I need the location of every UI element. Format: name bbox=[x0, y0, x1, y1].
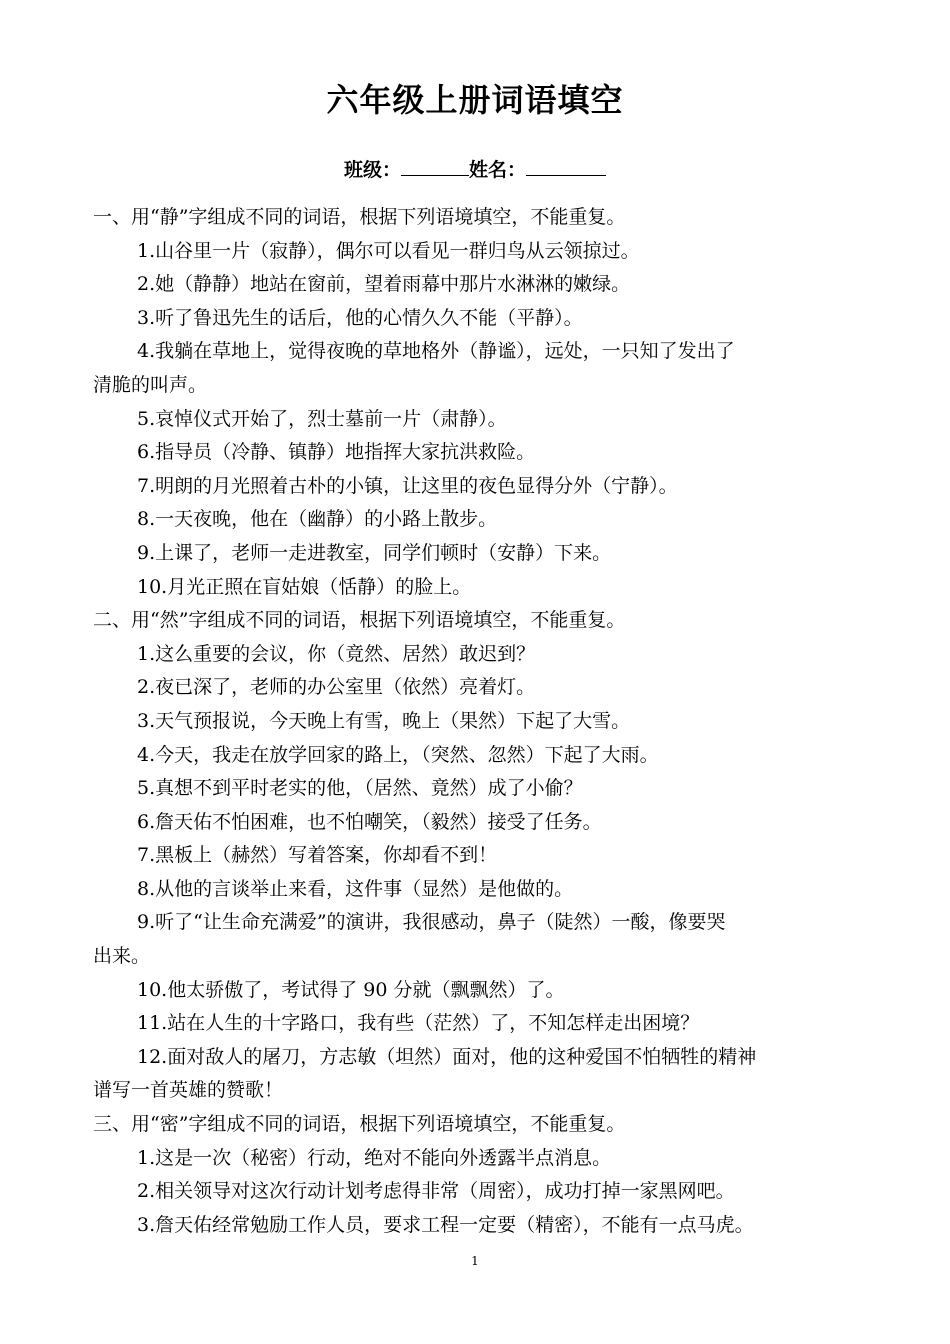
student-info bbox=[0, 155, 950, 185]
section-heading: 一、用“静”字组成不同的词语，根据下列语境填空，不能重复。 bbox=[93, 206, 626, 228]
question-item: 5.真想不到平时老实的他，（居然、竟然）成了小偷？ bbox=[137, 777, 583, 800]
question-item: 1.山谷里一片（寂静），偶尔可以看见一群归鸟从云领掠过。 bbox=[137, 239, 640, 262]
question-continuation: 出来。 bbox=[93, 945, 151, 968]
class-label: 班级： bbox=[343, 159, 401, 181]
question-item: 4.我躺在草地上，觉得夜晚的草地格外（静谧），远处，一只知了发出了 bbox=[137, 340, 735, 363]
question-item: 7.明朗的月光照着古朴的小镇，让这里的夜色显得分外（宁静）。 bbox=[137, 474, 678, 497]
section-heading: 三、用“密”字组成不同的词语，根据下列语境填空，不能重复。 bbox=[93, 1113, 626, 1136]
page-number: 1 bbox=[471, 1254, 479, 1268]
question-item: 8.一天夜晚，他在（幽静）的小路上散步。 bbox=[137, 508, 498, 531]
question-item: 10.他太骄傲了，考试得了 90 分就（飘飘然）了。 bbox=[137, 978, 565, 1001]
section-heading: 二、用“然”字组成不同的词语，根据下列语境填空，不能重复。 bbox=[93, 609, 626, 632]
question-item: 3.听了鲁迅先生的话后，他的心情久久不能（平静）。 bbox=[137, 306, 583, 329]
worksheet-body bbox=[93, 201, 863, 1242]
question-item: 11.站在人生的十字路口，我有些（茫然）了，不知怎样走出困境？ bbox=[137, 1012, 700, 1035]
question-continuation: 谱写一首英雄的赞歌！ bbox=[93, 1079, 284, 1102]
question-item: 2.相关领导对这次行动计划考虑得非常（周密），成功打掉一家黑网吧。 bbox=[137, 1180, 735, 1203]
question-item: 1.这么重要的会议，你（竟然、居然）敢迟到？ bbox=[137, 642, 536, 665]
question-item: 7.黑板上（赫然）写着答案，你却看不到！ bbox=[137, 844, 498, 867]
question-continuation: 清脆的叫声。 bbox=[93, 373, 208, 396]
question-item: 10.月光正照在盲姑娘（恬静）的脸上。 bbox=[137, 575, 472, 598]
question-item: 5.哀悼仪式开始了，烈士墓前一片（肃静）。 bbox=[137, 407, 507, 430]
question-item: 8.从他的言谈举止来看，这件事（显然）是他做的。 bbox=[137, 877, 574, 900]
question-item: 6.詹天佑不怕困难，也不怕嘲笑，（毅然）接受了任务。 bbox=[137, 810, 602, 833]
question-item: 9.听了“让生命充满爱”的演讲，我很感动，鼻子（陡然）一酸，像要哭 bbox=[137, 911, 726, 934]
question-item: 6.指导员（冷静、镇静）地指挥大家抗洪救险。 bbox=[137, 441, 536, 464]
class-blank bbox=[401, 155, 469, 176]
question-item: 12.面对敌人的屠刀，方志敏（坦然）面对，他的这种爱国不怕牺牲的精神 bbox=[137, 1045, 757, 1068]
question-item: 9.上课了，老师一走进教室，同学们顿时（安静）下来。 bbox=[137, 541, 612, 564]
question-item: 2.夜已深了，老师的办公室里（依然）亮着灯。 bbox=[137, 676, 536, 699]
page-title: 六年级上册词语填空 bbox=[326, 81, 624, 119]
name-blank bbox=[526, 155, 606, 176]
question-item: 4.今天，我走在放学回家的路上，（突然、忽然）下起了大雨。 bbox=[137, 743, 659, 766]
question-item: 3.詹天佑经常勉励工作人员，要求工程一定要（精密），不能有一点马虎。 bbox=[137, 1213, 754, 1236]
question-item: 2.她（静静）地站在窗前，望着雨幕中那片水淋淋的嫩绿。 bbox=[137, 273, 631, 296]
question-item: 1.这是一次（秘密）行动，绝对不能向外透露半点消息。 bbox=[137, 1146, 612, 1169]
name-label: 姓名： bbox=[469, 159, 527, 181]
question-item: 3.天气预报说，今天晚上有雪，晚上（果然）下起了大雪。 bbox=[137, 709, 631, 732]
